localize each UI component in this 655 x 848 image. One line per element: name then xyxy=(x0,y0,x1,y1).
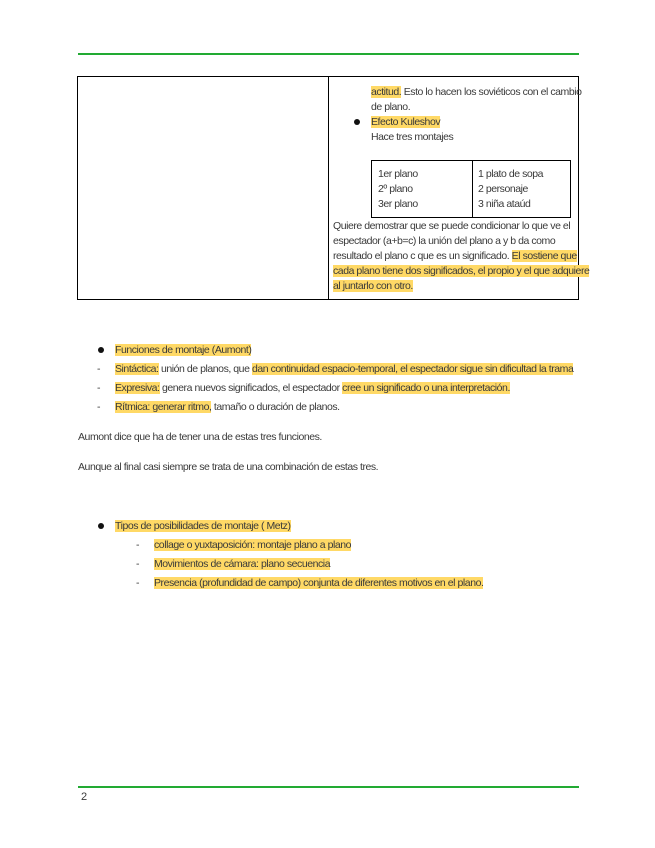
footer-rule xyxy=(78,786,579,788)
efecto-kuleshov-label: Efecto Kuleshov xyxy=(371,116,441,128)
paragraph-combinacion: Aunque al final casi siempre se trata de una combinación de estas tres. xyxy=(78,461,379,473)
ritmica-label: Rítmica: generar ritmo, xyxy=(115,401,212,413)
tipos-dash-1: - xyxy=(136,539,140,551)
highlight-actitud: actitud. xyxy=(371,86,402,98)
paragraph-aumont: Aumont dice que ha de tener una de estas tres funciones. xyxy=(78,431,322,443)
kuleshov-table-divider xyxy=(472,161,473,217)
para-5-highlight: al juntarlo con otro. xyxy=(333,280,413,292)
tipos-title xyxy=(115,519,291,535)
tipos-dash-2: - xyxy=(136,558,140,570)
right-cell-line-2: de plano. xyxy=(371,101,411,113)
funciones-dash-1: - xyxy=(97,363,101,375)
funciones-bullet-icon xyxy=(98,347,104,353)
funciones-dash-2: - xyxy=(97,382,101,394)
page-number: 2 xyxy=(81,791,88,803)
funciones-item-sintactica xyxy=(115,362,573,378)
para-3-highlight: El sostiene que xyxy=(511,250,577,262)
bullet-dot-icon xyxy=(354,119,360,125)
sintactica-label: Sintáctica: xyxy=(115,363,159,375)
tipos-item-collage xyxy=(154,538,351,554)
sintactica-highlight: dan continuidad espacio-temporal, el espectador sigue sin dificultad la trama xyxy=(251,363,574,375)
tipos-item-presencia xyxy=(154,576,483,592)
funciones-item-expresiva xyxy=(115,381,510,397)
kuleshov-cell-left-1: 1er plano xyxy=(378,168,418,180)
kuleshov-cell-right-2: 2 personaje xyxy=(478,183,528,195)
tipos-dash-3: - xyxy=(136,577,140,589)
right-cell-line-4: Hace tres montajes xyxy=(371,131,454,143)
tipos-item-movimientos xyxy=(154,557,330,573)
right-cell-para-2: espectador (a+b=c) la unión del plano a y b da como xyxy=(333,235,556,247)
kuleshov-cell-right-3: 3 niña ataúd xyxy=(478,198,531,210)
funciones-item-ritmica xyxy=(115,400,340,416)
funciones-title xyxy=(115,343,251,359)
line-1-rest: Esto lo hacen los soviéticos con el cambio xyxy=(401,86,582,98)
funciones-title-text: Funciones de montaje (Aumont) xyxy=(115,344,252,356)
table-column-divider xyxy=(328,77,329,299)
kuleshov-cell-left-2: 2º plano xyxy=(378,183,413,195)
efecto-kuleshov-item xyxy=(371,115,440,131)
para-3-plain: resultado el plano c que es un significado. xyxy=(333,250,512,262)
tipos-bullet-icon xyxy=(98,523,104,529)
right-cell-para-3 xyxy=(333,249,577,265)
right-cell-para-4 xyxy=(333,264,589,280)
tipos-item-presencia-text: Presencia (profundidad de campo) conjunta de diferentes motivos en el plano. xyxy=(154,577,484,589)
funciones-dash-3: - xyxy=(97,401,101,413)
tipos-item-movimientos-text: Movimientos de cámara: plano secuencia xyxy=(154,558,331,570)
kuleshov-cell-left-3: 3er plano xyxy=(378,198,418,210)
right-cell-para-1: Quiere demostrar que se puede condicionar lo que ve el xyxy=(333,220,571,232)
expresiva-plain: genera nuevos significados, el espectador xyxy=(159,382,343,394)
sintactica-plain: unión de planos, que xyxy=(158,363,252,375)
ritmica-plain: tamaño o duración de planos. xyxy=(211,401,340,413)
kuleshov-cell-right-1: 1 plato de sopa xyxy=(478,168,544,180)
expresiva-highlight: cree un significado o una interpretación. xyxy=(342,382,510,394)
header-rule xyxy=(78,53,579,55)
kuleshov-table xyxy=(371,160,571,218)
tipos-item-collage-text: collage o yuxtaposición: montaje plano a plano xyxy=(154,539,352,551)
right-cell-para-5 xyxy=(333,279,413,295)
right-cell-line-1 xyxy=(371,85,582,101)
expresiva-label: Expresiva: xyxy=(115,382,160,394)
tipos-title-text: Tipos de posibilidades de montaje ( Metz) xyxy=(115,520,291,532)
para-4-highlight: cada plano tiene dos significados, el propio y el que adquiere xyxy=(333,265,590,277)
